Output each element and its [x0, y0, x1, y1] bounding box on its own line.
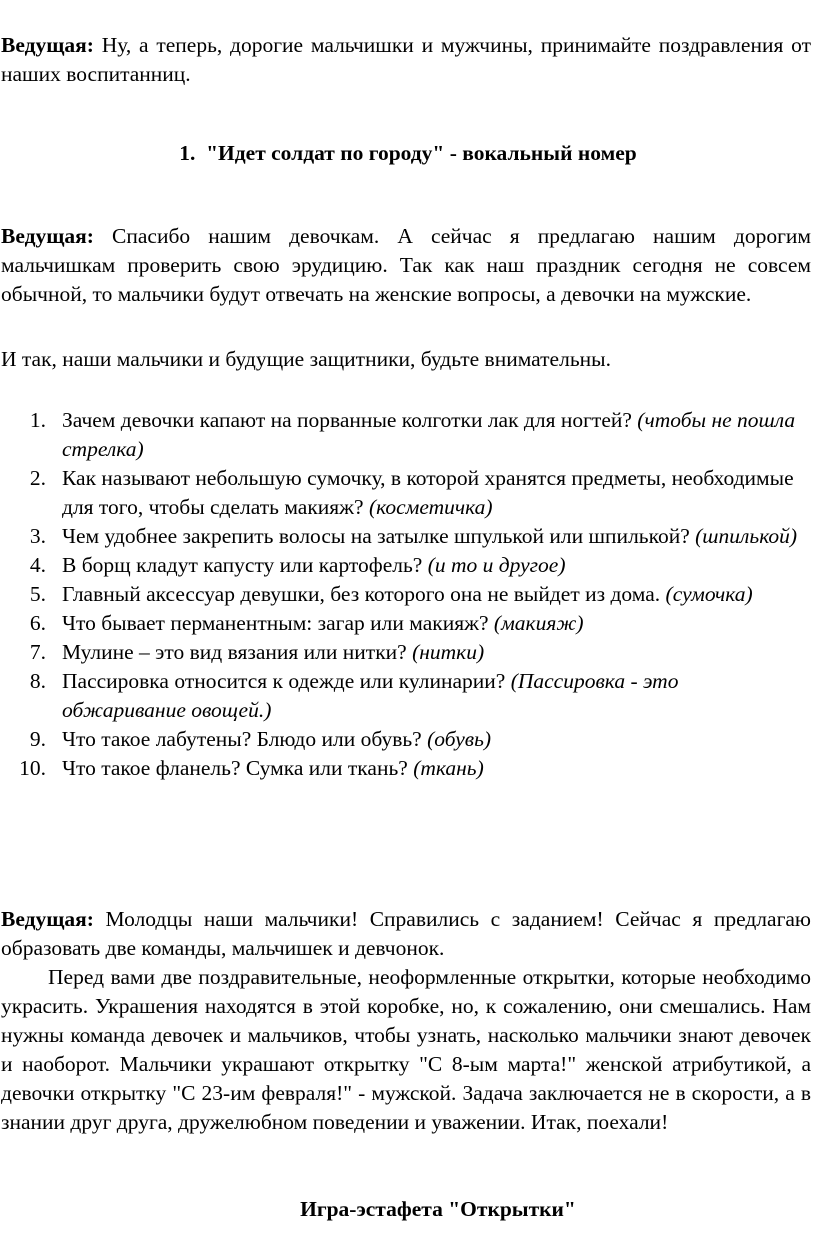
quiz-intro-text: Спасибо нашим девочкам. А сейчас я предлагаю нашим дорогим мальчишкам проверить свою эрудицию. Так как наш праздник сегодня не совсем обычной, то мальчики будут отвечать на женские вопросы, а девочки на мужские.	[1, 224, 811, 306]
question-answer: (сумочка)	[665, 582, 753, 606]
question-answer: (нитки)	[412, 640, 485, 664]
question-item	[0, 638, 804, 667]
number-heading-title: "Идет солдат по городу" - вокальный номер	[206, 141, 637, 165]
question-answer: (Пассировка - это обжаривание овощей.)	[62, 669, 679, 722]
question-answer: (макияж)	[493, 611, 584, 635]
question-text: Что бывает перманентным: загар или макияж?	[62, 611, 489, 635]
question-text: Главный аксессуар девушки, без которого она не выйдет из дома.	[62, 582, 661, 606]
intro-paragraph	[1, 31, 811, 89]
question-number: 4.	[29, 553, 46, 577]
question-number: 8.	[29, 669, 46, 693]
game-heading: Игра-эстафета "Открытки"	[300, 1197, 576, 1221]
question-number: 3.	[29, 524, 46, 548]
quiz-intro-paragraph	[1, 222, 811, 309]
speaker-label: Ведущая:	[1, 907, 94, 931]
question-item	[0, 580, 804, 609]
intro-text: Ну, а теперь, дорогие мальчишки и мужчины, принимайте поздравления от наших воспитанниц.	[1, 33, 812, 86]
question-answer: (косметичка)	[368, 495, 493, 519]
question-number: 5.	[29, 582, 46, 606]
quiz-intro-line2-text: И так, наши мальчики и будущие защитники, будьте внимательны.	[1, 347, 611, 371]
question-item	[0, 754, 804, 783]
question-answer: (обувь)	[427, 727, 492, 751]
question-item	[0, 609, 804, 638]
question-text: Чем удобнее закрепить волосы на затылке шпулькой или шпилькой?	[62, 524, 690, 548]
question-item	[0, 551, 804, 580]
question-answer: (и то и другое)	[427, 553, 566, 577]
question-text: Как называют небольшую сумочку, в которой хранятся предметы, необходимые для того, чтобы сделать макияж?	[62, 466, 794, 519]
question-answer: (ткань)	[413, 756, 484, 780]
question-text: В борщ кладут капусту или картофель?	[62, 553, 423, 577]
teams-paragraph-2	[1, 963, 811, 1137]
question-text: Мулине – это вид вязания или нитки?	[62, 640, 407, 664]
question-number: 7.	[29, 640, 46, 664]
speaker-label: Ведущая:	[1, 224, 94, 248]
number-heading-num: 1.	[179, 141, 196, 165]
speaker-label: Ведущая:	[1, 33, 94, 57]
question-answer: (шпилькой)	[695, 524, 798, 548]
question-text: Что такое фланель? Сумка или ткань?	[62, 756, 408, 780]
question-number: 1.	[29, 408, 46, 432]
number-heading	[0, 139, 816, 168]
question-answer: (чтобы не пошла стрелка)	[62, 408, 796, 461]
question-item	[0, 406, 804, 464]
teams-paragraph	[1, 905, 811, 963]
question-item	[0, 725, 804, 754]
teams-para2-text: Перед вами две поздравительные, неоформленные открытки, которые необходимо украсить. Украшения находятся в этой коробке, но, к сожалению, они смешались. Нам нужны команда девочек и мальчиков, чтобы узнать, насколько мальчики знают девочек и наоборот. Мальчики украшают открытку "С 8-ым марта!" женской атрибутикой, а девочки открытку "С 23-им февраля!" - мужской. Задача заключается не в скорости, а в знании друг друга, дружелюбном поведении и уважении. Итак, поехали!	[1, 965, 811, 1134]
question-text: Пассировка относится к одежде или кулинарии?	[62, 669, 506, 693]
question-number: 9.	[29, 727, 46, 751]
question-list	[0, 406, 816, 783]
question-number: 6.	[29, 611, 46, 635]
question-item	[0, 464, 804, 522]
question-text: Что такое лабутены? Блюдо или обувь?	[62, 727, 422, 751]
question-text: Зачем девочки капают на порванные колготки лак для ногтей?	[62, 408, 632, 432]
teams-text: Молодцы наши мальчики! Справились с заданием! Сейчас я предлагаю образовать две команды, мальчишек и девчонок.	[1, 907, 811, 960]
question-item	[0, 667, 804, 725]
question-number: 10.	[19, 756, 46, 780]
quiz-intro-line2	[1, 345, 811, 374]
question-item	[0, 522, 804, 551]
question-number: 2.	[29, 466, 46, 490]
